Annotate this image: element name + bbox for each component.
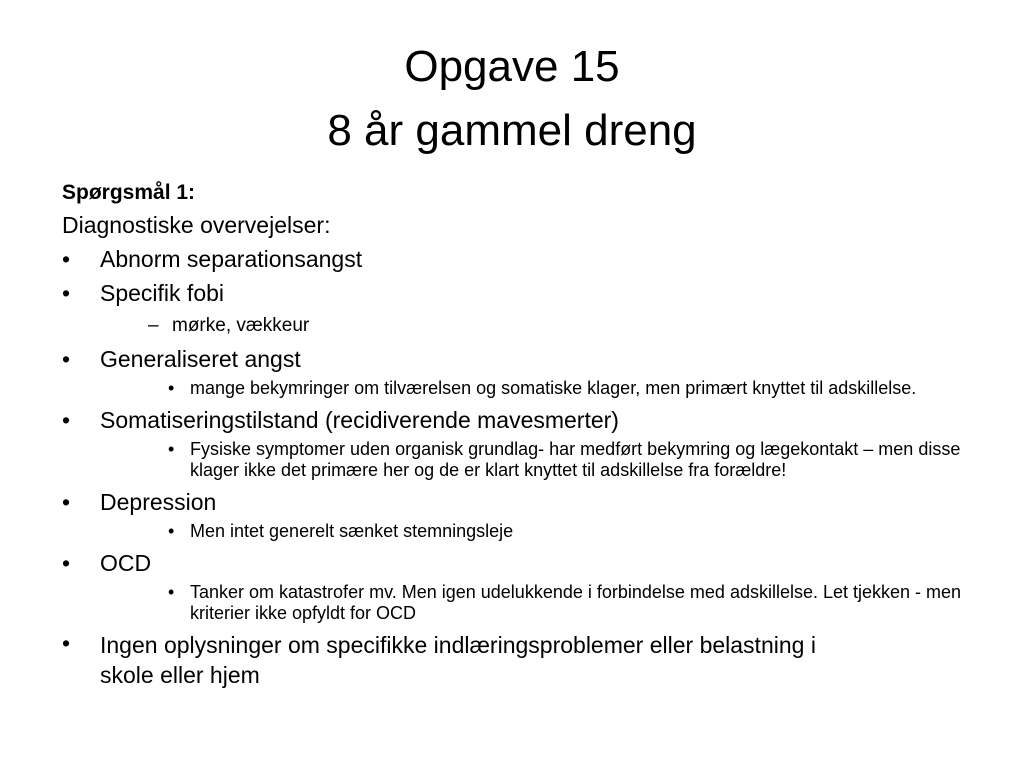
bullet-item <box>62 546 1002 580</box>
bullet-marker: • <box>62 550 71 576</box>
bullet-marker: • <box>62 246 71 272</box>
bullet-item <box>62 485 1002 519</box>
bullet-marker: • <box>62 346 71 372</box>
bullet-text: Somatiseringstilstand (recidiverende mavesmerter) <box>100 407 619 433</box>
bullet-marker: • <box>62 407 71 433</box>
bullet-item <box>62 403 1002 437</box>
bullet-marker: • <box>62 280 71 306</box>
bullet-item <box>62 276 1002 310</box>
slide-subtitle: 8 år gammel dreng <box>327 106 697 155</box>
bullet-text: Generaliseret angst <box>100 346 301 372</box>
detail-bullet-text: Tanker om katastrofer mv. Men igen udelukkende i forbindelse med adskillelse. Let tjekken - men kriterier ikke opfyldt for OCD <box>190 582 962 623</box>
bullet-item <box>62 342 1002 376</box>
sub-bullet-text: mørke, vækkeur <box>172 315 310 336</box>
detail-bullet-item <box>62 378 970 399</box>
detail-bullet-item <box>62 439 970 481</box>
bullet-text: Depression <box>100 489 217 515</box>
detail-bullet-text: mange bekymringer om tilværelsen og somatiske klager, men primært knyttet til adskillelse. <box>190 378 917 398</box>
bullet-item <box>62 628 860 690</box>
dash-marker: – <box>148 315 159 336</box>
bullet-marker: • <box>168 378 175 398</box>
sub-bullet-item <box>62 310 1002 342</box>
detail-bullet-item <box>62 582 970 624</box>
intro-text: Diagnostiske overvejelser: <box>62 212 331 238</box>
question-heading: Spørgsmål 1: <box>62 181 196 204</box>
bullet-text: Specifik fobi <box>100 280 225 306</box>
slide-title: Opgave 15 <box>404 42 620 91</box>
detail-bullet-text: Fysiske symptomer uden organisk grundlag- har medført bekymring og lægekontakt – men disse klager ikke det primære her og de er klart knyttet til adskillelse fra forældre! <box>190 439 961 480</box>
bullet-item <box>62 242 1002 276</box>
bullet-marker: • <box>168 439 175 459</box>
bullet-marker: • <box>62 630 71 656</box>
bullet-marker: • <box>168 582 175 602</box>
bullet-text: OCD <box>100 550 152 576</box>
slide-body <box>62 178 1002 690</box>
bullet-text: Ingen oplysninger om specifikke indlæringsproblemer eller belastning i skole eller hjem <box>100 632 816 688</box>
bullet-marker: • <box>168 521 175 541</box>
detail-bullet-text: Men intet generelt sænket stemningsleje <box>190 521 514 541</box>
bullet-marker: • <box>62 489 71 515</box>
bullet-text: Abnorm separationsangst <box>100 246 363 272</box>
detail-bullet-item <box>62 521 970 542</box>
